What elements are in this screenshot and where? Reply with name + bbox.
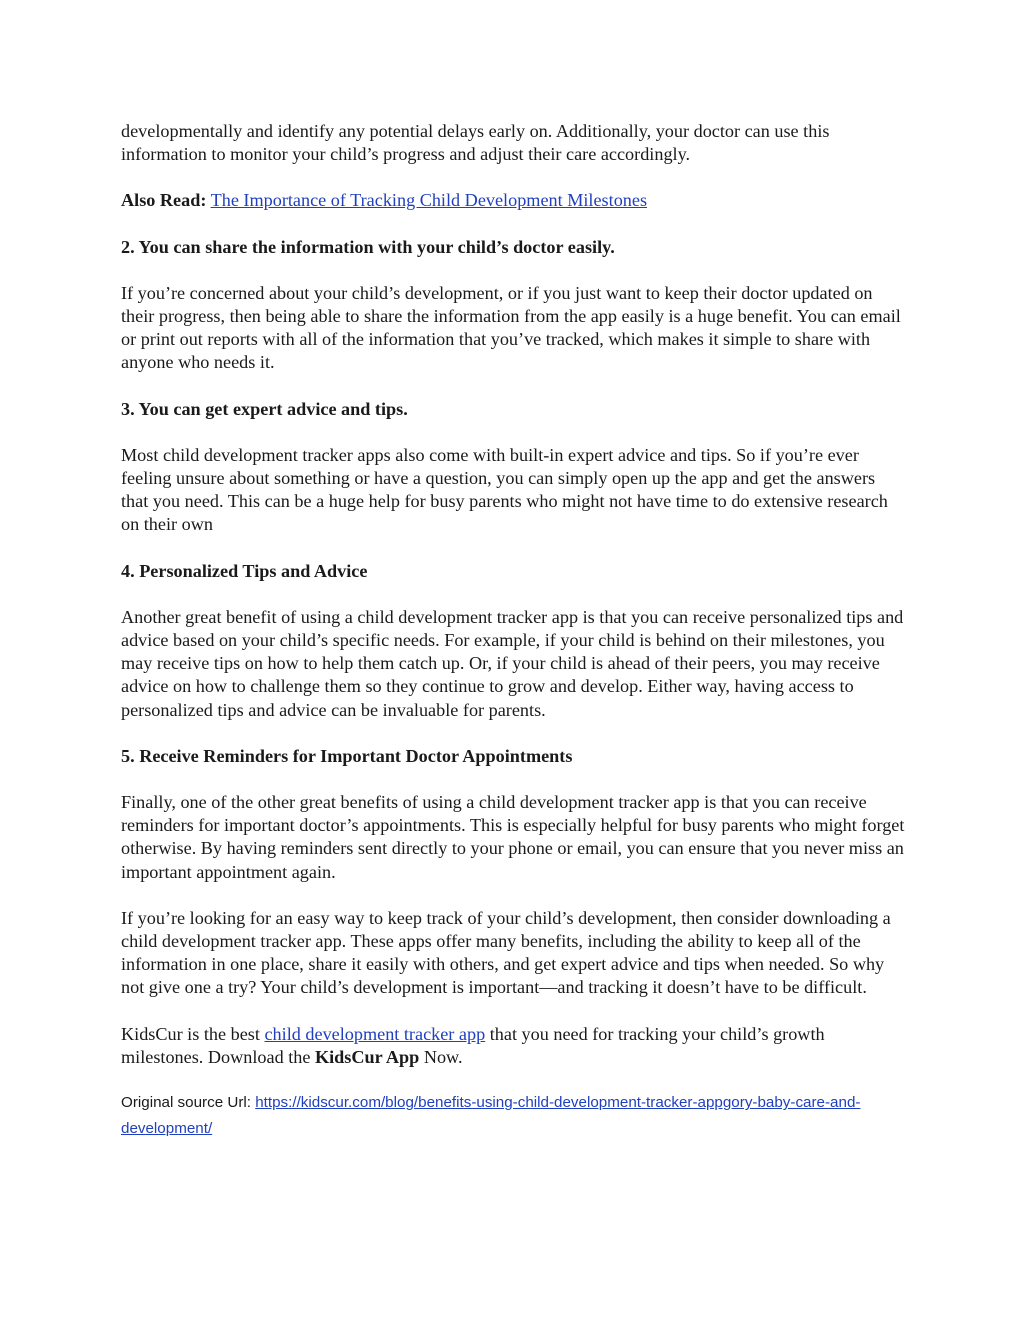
source-url-link[interactable]: https://kidscur.com/blog/benefits-using-child-development-tracker-appgory-baby-care-and-development/: [121, 1094, 861, 1138]
kidscur-text-before: KidsCur is the best: [121, 1023, 265, 1044]
tracker-app-link[interactable]: child development tracker app: [264, 1023, 486, 1044]
kidscur-text-after: Now.: [419, 1046, 463, 1067]
section-4-heading: 4. Personalized Tips and Advice: [121, 560, 368, 581]
source-line: [121, 1090, 906, 1142]
document-body: [121, 120, 906, 1165]
also-read-label: Also Read:: [121, 190, 207, 211]
intro-paragraph: developmentally and identify any potential delays early on. Additionally, your doctor can use this information to monitor your child’s progress and adjust their care accordingly.: [121, 121, 830, 165]
kidscur-text-middle: that you need for tracking your child’s growth milestones. Download the: [121, 1023, 825, 1067]
conclusion-paragraph: If you’re looking for an easy way to keep track of your child’s development, then consider downloading a child development tracker app. These apps offer many benefits, including the ability to keep all of the information in one place, share it easily with others, and get expert advice and tips when needed. So why not give one a try? Your child’s development is important—and tracking it doesn’t have to be difficult.: [121, 907, 891, 998]
also-read-line: [121, 189, 906, 212]
section-2-body: If you’re concerned about your child’s development, or if you just want to keep their doctor updated on their progress, then being able to share the information from the app easily is a huge benefit. You can email or print out reports with all of the information that you’ve tracked, which makes it simple to share with anyone who needs it.: [121, 282, 901, 373]
section-2-heading: 2. You can share the information with your child’s doctor easily.: [121, 236, 615, 257]
source-label: Original source Url:: [121, 1094, 256, 1112]
section-3-heading: 3. You can get expert advice and tips.: [121, 398, 408, 419]
section-5-heading: 5. Receive Reminders for Important Doctor Appointments: [121, 745, 573, 766]
also-read-link[interactable]: The Importance of Tracking Child Development Milestones: [210, 190, 648, 211]
section-4-body: Another great benefit of using a child development tracker app is that you can receive personalized tips and advice based on your child’s specific needs. For example, if your child is behind on their milestones, you may receive tips on how to help them catch up. Or, if your child is ahead of their peers, you may receive advice on how to challenge them so they continue to grow and develop. Either way, having access to personalized tips and advice can be invaluable for parents.: [121, 606, 904, 720]
section-3-body: Most child development tracker apps also come with built-in expert advice and tips. So if you’re ever feeling unsure about something or have a question, you can simply open up the app and get the answers that you need. This can be a huge help for busy parents who might not have time to do extensive research on their own: [121, 444, 888, 535]
kidscur-app-bold: KidsCur App: [314, 1046, 420, 1067]
section-5-body: Finally, one of the other great benefits of using a child development tracker app is that you can receive reminders for important doctor’s appointments. This is especially helpful for busy parents who might forget otherwise. By having reminders sent directly to your phone or email, you can ensure that you never miss an important appointment again.: [121, 792, 905, 882]
kidscur-paragraph: [121, 1023, 906, 1069]
